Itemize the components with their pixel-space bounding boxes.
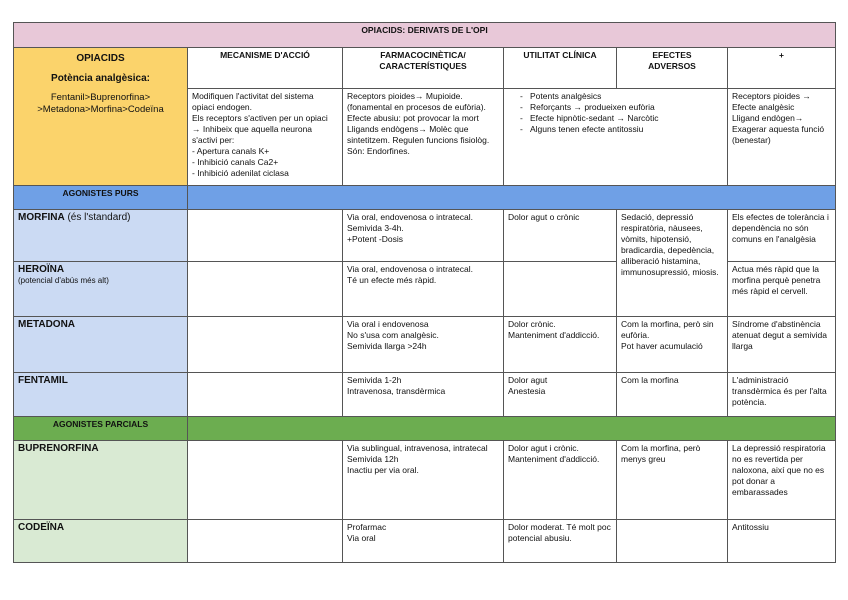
col-opiacids-header: [14, 48, 188, 186]
plus-cell: La depressió respiratoria no es revertida per naloxona, així que no es pot donar a embarassades: [728, 441, 836, 520]
mecanisme-cell: [188, 373, 343, 417]
potencia-order: Fentanil>Buprenorfina> >Metadona>Morfina>Codeïna: [37, 92, 164, 115]
mecanisme-cell: [188, 441, 343, 520]
efectes-cell: Com la morfina, però menys greu: [617, 441, 728, 520]
drug-name: MORFINA: [18, 212, 65, 223]
drug-row-morfina: [14, 210, 836, 262]
drug-name-cell: [14, 520, 188, 563]
drug-name-cell: [14, 373, 188, 417]
farmaco-cell: Via oral, endovenosa o intratecal. Té un efecte més ràpid.: [343, 262, 504, 317]
farmaco-cell: Via oral i endovenosa No s'usa com analgèsic. Semivida llarga >24h: [343, 317, 504, 373]
drug-name-cell: [14, 317, 188, 373]
plus-cell: Actua més ràpid que la morfina perquè penetra més ràpid el cervell.: [728, 262, 836, 317]
farmaco-cell: Via oral, endovenosa o intratecal. Semivida 3-4h. +Potent -Dosis: [343, 210, 504, 262]
mecanisme-cell: [188, 210, 343, 262]
efectes-cell: Sedació, depressió respiratòria, nàusees, vòmits, hipotensió, bradicardia, depedència, alliberació histamina, immunosupressió, miosis.: [617, 210, 728, 317]
efectes-cell: [617, 520, 728, 563]
header-farmacocinetica: FARMACOCINÈTICA/ CARACTERÍSTIQUES: [343, 48, 504, 89]
drug-row-metadona: [14, 317, 836, 373]
drug-row-codeina: [14, 520, 836, 563]
section-fill-purs: [188, 186, 836, 210]
efectes-cell: Com la morfina, però sin eufòria. Pot haver acumulació: [617, 317, 728, 373]
utilitat-item: - Efecte hipnòtic-sedant → Narcòtic: [520, 113, 723, 124]
section-label-parcials: AGONISTES PARCIALS: [14, 417, 188, 441]
utilitat-cell: Dolor agut Anestesia: [504, 373, 617, 417]
opiacids-table: [13, 22, 836, 563]
drug-row-fentamil: [14, 373, 836, 417]
drug-row-buprenorfina: [14, 441, 836, 520]
utilitat-cell: Dolor agut i crònic. Manteniment d'addicció.: [504, 441, 617, 520]
drug-name-cell: [14, 262, 188, 317]
drug-name-cell: [14, 210, 188, 262]
drug-name: METADONA: [18, 319, 76, 330]
utilitat-item: - Reforçants → produeixen eufòria: [520, 102, 723, 113]
mecanisme-cell: [188, 317, 343, 373]
section-agonistes-parcials: [14, 417, 836, 441]
drug-name-cell: [14, 441, 188, 520]
section-agonistes-purs: [14, 186, 836, 210]
header-mecanisme: MECANISME D'ACCIÓ: [188, 48, 343, 89]
plus-cell: Antitossiu: [728, 520, 836, 563]
general-mecanisme: Modifiquen l'activitat del sistema opiaci endogen. Els receptors s'activen per un opiaci → Inhibeix que aquella neurona s'activi per: - Apertura canals K+ - Inhibició canals Ca2+ - Inhibició adenilat ciclasa: [188, 89, 343, 186]
utilitat-item: - Alguns tenen efecte antitossiu: [520, 124, 723, 135]
header-utilitat: UTILITAT CLÍNICA: [504, 48, 617, 89]
drug-name: FENTAMIL: [18, 375, 68, 386]
header-row: [14, 48, 836, 89]
farmaco-cell: Via sublingual, intravenosa, intratecal Semivida 12h Inactiu per via oral.: [343, 441, 504, 520]
drug-note: (és l'standard): [64, 212, 131, 223]
drug-name: BUPRENORFINA: [18, 443, 99, 454]
general-farmacocinetica: Receptors pioides→ Mupioide. (fonamental en procesos de eufòria). Efecte abusiu: pot provocar la mort Lligands endògens→ Molèc que sintetitzem. Regulen funcions fisiològ. Són: Endorfines.: [343, 89, 504, 186]
plus-cell: Síndrome d'abstinència atenuat degut a semivida llarga: [728, 317, 836, 373]
general-plus: Receptors pioides → Efecte analgèsic Lligand endògen→ Exagerar aquesta funció (benestar): [728, 89, 836, 186]
farmaco-cell: Semivida 1-2h Intravenosa, transdèrmica: [343, 373, 504, 417]
plus-cell: Els efectes de tolerància i dependència no són comuns en l'analgèsia: [728, 210, 836, 262]
utilitat-cell: Dolor agut o crònic: [504, 210, 617, 262]
opiacids-title: OPIACIDS: [76, 53, 125, 64]
mecanisme-cell: [188, 520, 343, 563]
utilitat-cell: Dolor crònic. Manteniment d'addicció.: [504, 317, 617, 373]
title-row: [14, 23, 836, 48]
utilitat-cell: Dolor moderat. Té molt poc potencial abusiu.: [504, 520, 617, 563]
section-label-purs: AGONISTES PURS: [14, 186, 188, 210]
potencia-label: Potència analgèsica:: [51, 73, 150, 84]
farmaco-cell: Profarmac Via oral: [343, 520, 504, 563]
drug-name: HEROÏNA: [18, 264, 65, 275]
mecanisme-cell: [188, 262, 343, 317]
general-utilitat: [504, 89, 728, 186]
drug-note: (potencial d'abús més alt): [18, 276, 109, 285]
table-title: OPIACIDS: DERIVATS DE L'OPI: [14, 23, 836, 48]
utilitat-cell: [504, 262, 617, 317]
efectes-cell: Com la morfina: [617, 373, 728, 417]
utilitat-item: - Potents analgèsics: [520, 91, 723, 102]
utilitat-list: [508, 91, 723, 135]
header-efectes: EFECTES ADVERSOS: [617, 48, 728, 89]
header-plus: +: [728, 48, 836, 89]
plus-cell: L'administració transdèrmica és per l'alta potència.: [728, 373, 836, 417]
section-fill-parcials: [188, 417, 836, 441]
drug-name: CODEÏNA: [18, 522, 65, 533]
